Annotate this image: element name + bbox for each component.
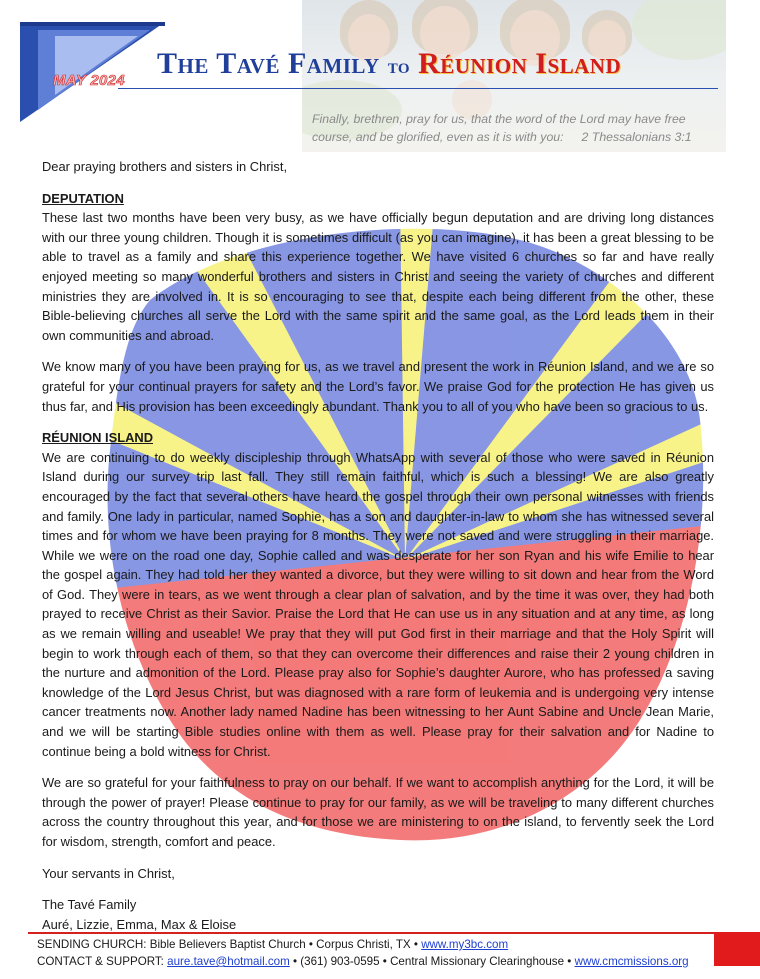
- title-to: to: [387, 53, 411, 78]
- paragraph-deputation-1: These last two months have been very busy, as we have officially begun deputation and are driving long distances with our three young children. Though it is sometimes difficult (as you can imagine), it has been a great blessing to be able to travel as a family and share this experience together. We have visited 6 churches so far and have really enjoyed meeting so many wonderful brothers and sisters in Christ and seeing the variety of churches and different ministries they are involved in. It is so encouraging to see that, despite each being different from the other, these Bible-believing churches all serve the Lord with the same spirit and the same goal, as the Lord leads them in their own communities and abroad.: [42, 210, 714, 343]
- footer: [37, 936, 727, 970]
- title-island: Réunion Island: [418, 47, 622, 80]
- title-family: The Tavé Family: [157, 47, 380, 80]
- paragraph-reunion-1: We are continuing to do weekly discipleship through WhatsApp with several of those who were saved in Réunion Island during our survey trip last fall. They still remain faithful, which is such a blessing! We are also greatly encouraged by the fact that several others have heard the gospel through their own personal witnesses with friends and family. One lady in particular, named Sophie, has a son and daughter-in-law to whom she has witnessed several times and for whom we have been praying for 8 months. They were not saved and were struggling in their marriage. While we were on the road one day, Sophie called and was desperate for her son Ryan and his wife Emilie to hear the gospel again. They had told her they wanted a divorce, but they were willing to sit down and hear from the Word of God. They were in tears, as we went through a clear plan of salvation, and by the time it was over, they had both prayed to receive Christ as their Savior. Praise the Lord that He can use us in any situation and at any time, as long as we remain willing and useable! We pray that they will put God first in their marriage and that the Holy Spirit will begin to work through each of them, so that they can overcome their differences and raise their 2 young children in the nurture and admonition of the Lord. Please pray also for Sophie’s daughter Aurore, who has professed a saving knowledge of the Lord Jesus Christ, but was diagnosed with a rare form of leukemia and is undergoing very intense cancer treatments now. Another lady named Nadine has been witnessing to her Aunt Sabine and Uncle Jean Marie, and we will be starting Bible studies online with them as well. Please pray for their salvation and for Nadine to continue being a bold witness for Christ.: [42, 449, 714, 759]
- contact-details: • (361) 903-0595 • Central Missionary Clearinghouse •: [293, 955, 572, 968]
- verse-text: Finally, brethren, pray for us, that the word of the Lord may have free course, and be glorified, even as it is with you:: [312, 112, 686, 144]
- paragraph-deputation-2: We know many of you have been praying for us, as we travel and present the work in Réunion Island, and we are so grateful for your continual prayers for safety and the Lord’s favor. We praise God for the protection He has given us thus far, and His provision has been exceedingly abundant. Thank you to all of you who have been so gracious to us.: [42, 359, 714, 414]
- verse-reference: 2 Thessalonians 3:1: [581, 130, 692, 144]
- mission-website-link[interactable]: www.cmcmissions.org: [574, 955, 689, 968]
- footer-sending-church: [37, 936, 727, 953]
- church-website-link[interactable]: www.my3bc.com: [421, 938, 509, 951]
- closing: Your servants in Christ,: [42, 865, 175, 881]
- contact-label: CONTACT & SUPPORT:: [37, 955, 164, 968]
- signature-family: The Tavé Family: [42, 897, 137, 913]
- letter-body: [42, 157, 714, 934]
- section-heading-reunion: RÉUNION ISLAND: [42, 430, 154, 446]
- email-link[interactable]: aure.tave@hotmail.com: [167, 955, 290, 968]
- paragraph-reunion-2: We are so grateful for your faithfulness to pray on our behalf. If we want to accomplish anything for the Lord, it will be through the power of prayer! Please continue to pray for our family, as we will be traveling to many different churches across the country throughout this year, and for those we are ministering to on the island, to fervently seek the Lord for wisdom, strength, comfort and peace.: [42, 775, 714, 849]
- signature-names: Auré, Lizzie, Emma, Max & Eloise: [42, 916, 237, 932]
- header-verse: [312, 110, 712, 146]
- footer-contact: [37, 953, 727, 970]
- newsletter-title: [157, 44, 621, 86]
- section-heading-deputation: DEPUTATION: [42, 190, 124, 206]
- header-corner-decoration: [0, 0, 170, 130]
- salutation: Dear praying brothers and sisters in Christ,: [42, 159, 288, 174]
- issue-date: MAY 2024: [53, 72, 125, 89]
- title-underline: [118, 88, 718, 89]
- sending-church-text: SENDING CHURCH: Bible Believers Baptist Church • Corpus Christi, TX •: [37, 938, 418, 951]
- footer-rule-red: [28, 932, 728, 934]
